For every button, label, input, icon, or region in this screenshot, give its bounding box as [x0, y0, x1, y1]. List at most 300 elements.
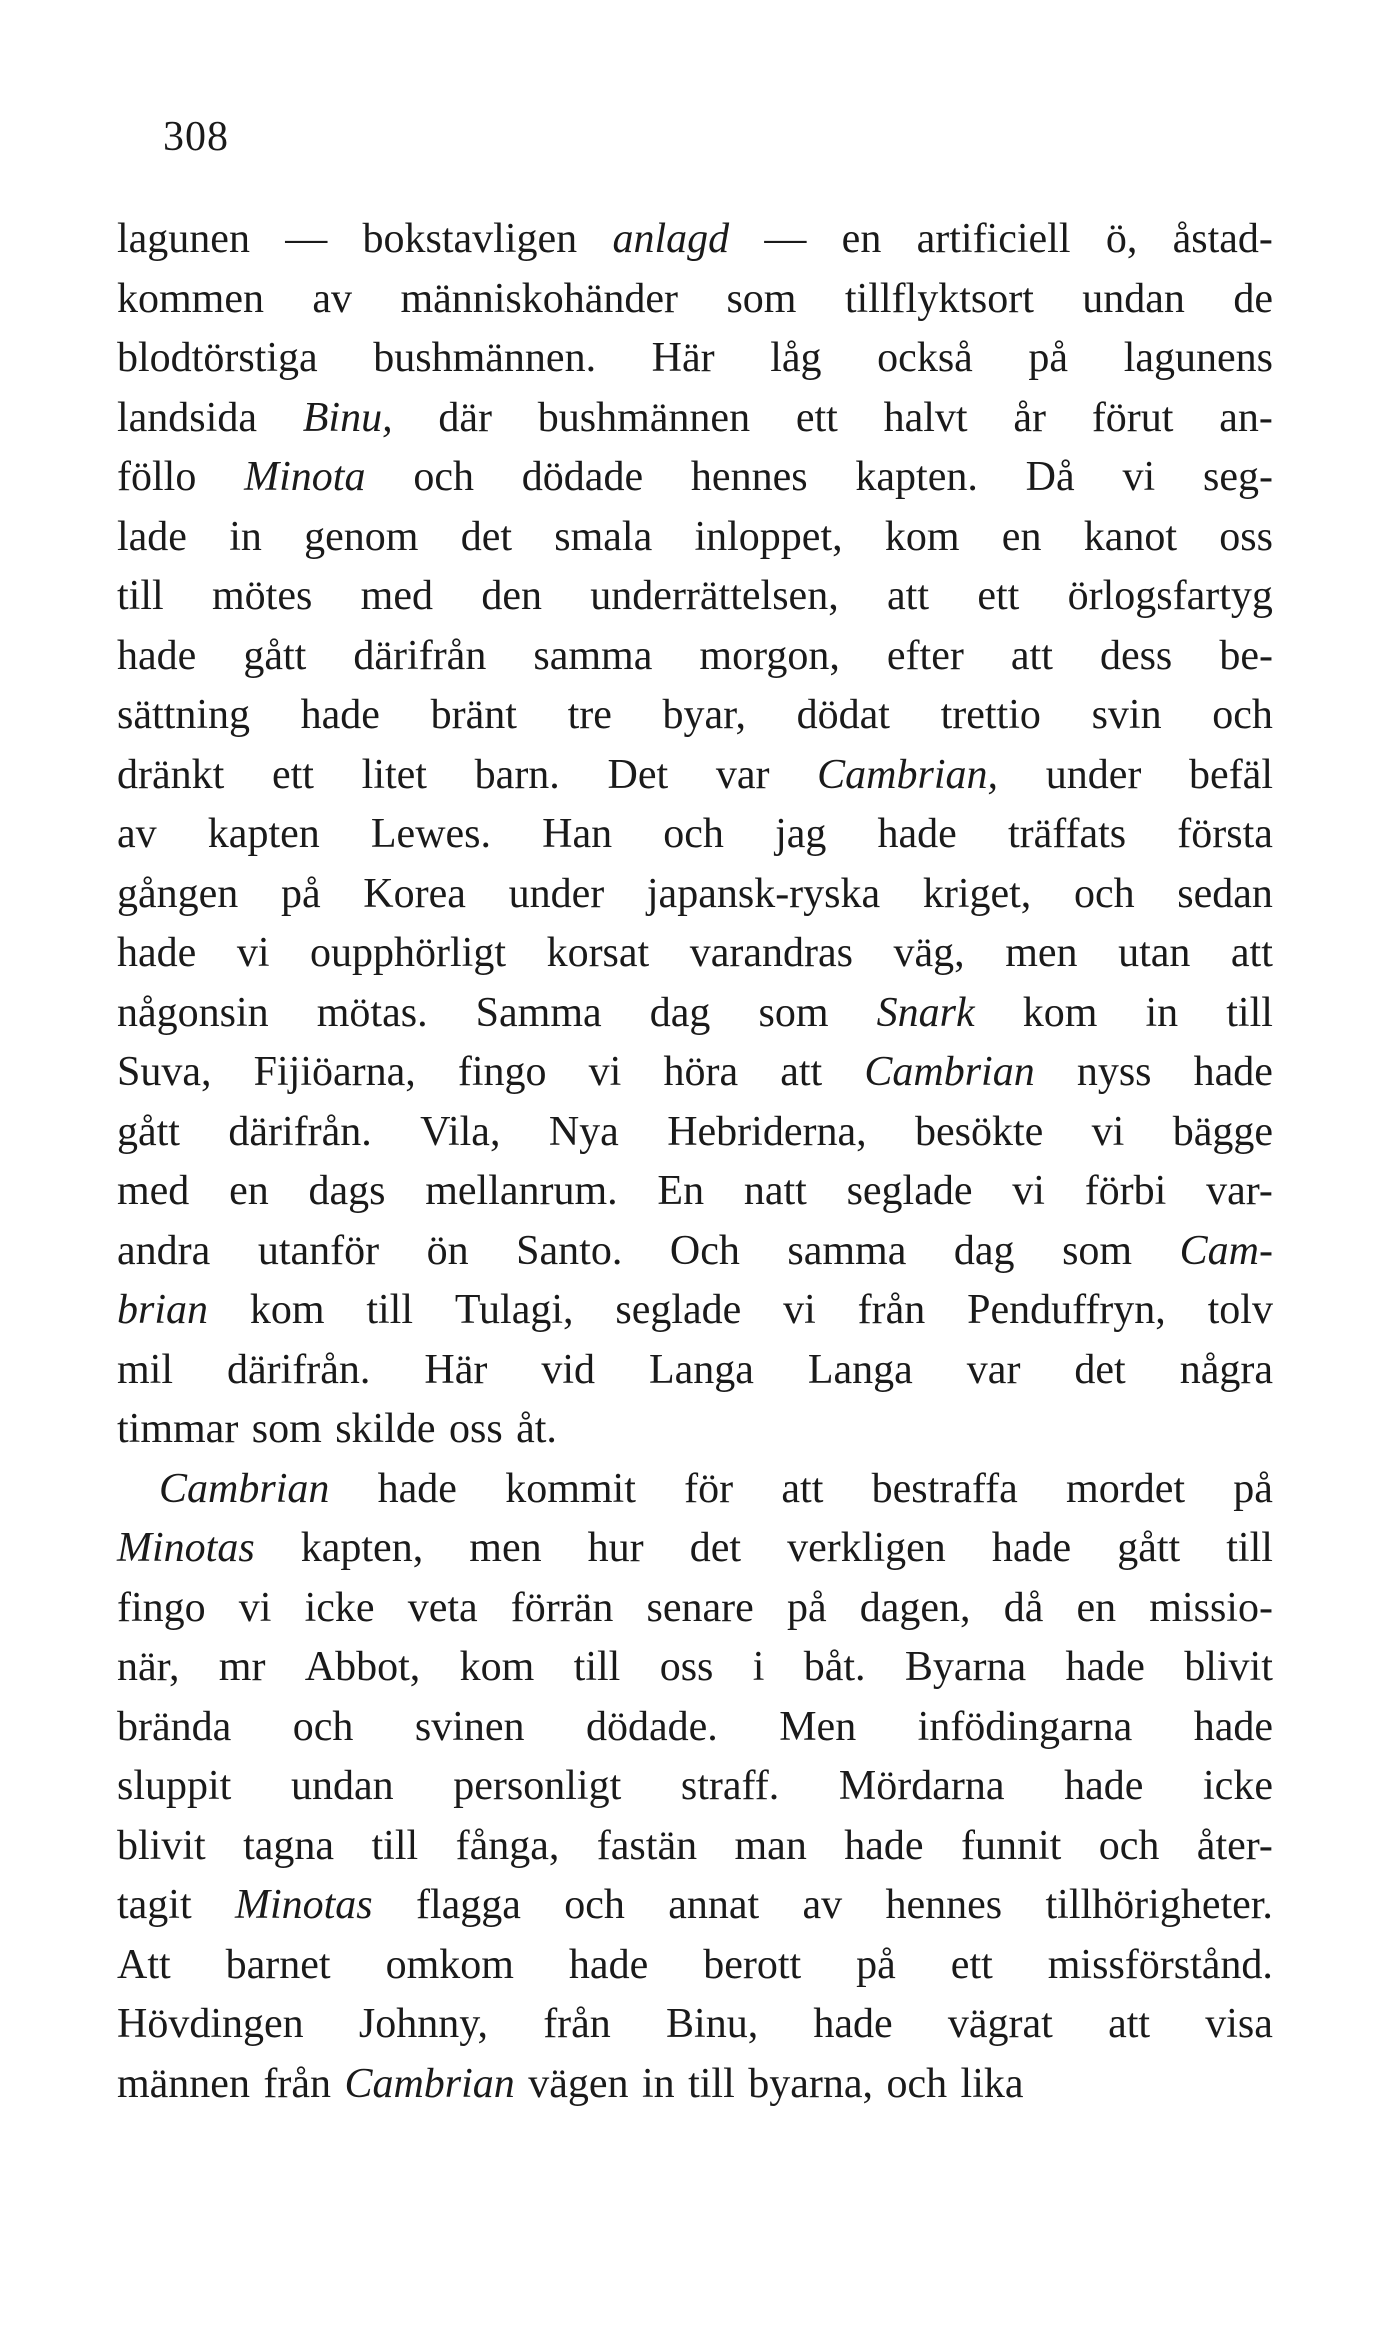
word: någonsin — [117, 989, 269, 1036]
word: straff. — [680, 1763, 780, 1809]
word: visa — [1205, 2001, 1273, 2047]
word: omkom — [385, 1941, 514, 1988]
word: besökte — [914, 1108, 1044, 1155]
word: underrättelsen, — [590, 573, 839, 619]
word: att — [887, 573, 929, 619]
word: till — [371, 1822, 419, 1869]
word: under — [508, 870, 605, 917]
word: det — [1074, 1346, 1126, 1393]
word: nyss — [1076, 1049, 1152, 1095]
word: kom — [1022, 989, 1098, 1036]
word: att — [1010, 632, 1053, 679]
word: Samma — [475, 989, 602, 1036]
word: Suva, — [117, 1049, 212, 1095]
word: seglade — [615, 1287, 742, 1333]
word: vägen — [528, 2060, 629, 2107]
word: hade — [568, 1941, 649, 1988]
word: vi — [238, 1584, 272, 1631]
word: mr — [218, 1644, 266, 1690]
word: och — [1212, 692, 1273, 738]
word: barn. — [474, 751, 560, 798]
word: och — [1073, 870, 1135, 917]
word: förbi — [1084, 1168, 1167, 1214]
word: oupphörligt — [310, 930, 507, 976]
word: Nya — [548, 1108, 619, 1155]
word: en — [229, 1168, 269, 1214]
word: hade — [877, 811, 957, 857]
word: — — [285, 216, 328, 262]
word: till — [366, 1287, 414, 1333]
word: på — [1233, 1465, 1273, 1512]
word: kommit — [505, 1465, 636, 1512]
text-line — [117, 1341, 1273, 1401]
word: några — [1179, 1346, 1273, 1393]
word: bägge — [1172, 1108, 1273, 1155]
word: de — [1233, 275, 1273, 322]
word: hade — [991, 1525, 1072, 1571]
text-line — [117, 1460, 1273, 1520]
text-line — [117, 389, 1273, 449]
word: fånga, — [455, 1822, 560, 1869]
word: artificiell — [916, 216, 1071, 262]
word: veta — [407, 1584, 478, 1631]
word: väg, — [893, 930, 965, 976]
word: annat — [668, 1882, 760, 1928]
word: kommen — [117, 275, 264, 322]
word: i — [752, 1644, 765, 1690]
text-line — [117, 805, 1273, 865]
word: missio- — [1149, 1584, 1273, 1631]
word: byar, — [662, 692, 746, 738]
word: vi — [1012, 1168, 1045, 1214]
word: utanför — [257, 1227, 380, 1274]
word: barnet — [225, 1941, 331, 1988]
word: Johnny, — [358, 2001, 488, 2047]
word: gått — [117, 1108, 180, 1155]
word: samma — [787, 1227, 907, 1274]
word: timmar — [117, 1406, 239, 1452]
word: vi — [1122, 454, 1156, 500]
word: med — [117, 1168, 190, 1214]
word: med — [360, 573, 433, 619]
word: som — [726, 275, 797, 322]
word: gått — [1117, 1525, 1181, 1571]
word: mötes — [212, 573, 313, 619]
text-line — [117, 270, 1273, 330]
word: oss — [659, 1644, 714, 1690]
word: gången — [117, 870, 239, 917]
word: ön — [426, 1227, 469, 1274]
word: ett — [950, 1941, 993, 1988]
word: Då — [1025, 454, 1075, 500]
text-line — [117, 2055, 1273, 2115]
word: bokstavligen — [362, 216, 578, 262]
word: Langa — [648, 1346, 754, 1393]
word: vi — [588, 1049, 622, 1095]
word: det — [460, 513, 512, 560]
word: kriget, — [922, 870, 1032, 917]
word: första — [1177, 811, 1273, 857]
word: genom — [304, 513, 419, 560]
word: hennes — [885, 1882, 1003, 1928]
text-line — [117, 210, 1273, 270]
paragraph — [117, 1460, 1273, 2115]
word: byarna, — [748, 2060, 873, 2107]
word: dags — [308, 1168, 386, 1214]
word: dag — [649, 989, 711, 1036]
word: En — [657, 1168, 705, 1214]
word: mordet — [1066, 1465, 1186, 1512]
word: in — [641, 2060, 675, 2107]
word: vi — [1091, 1108, 1125, 1155]
word: för — [684, 1465, 734, 1512]
word: hade — [117, 632, 197, 679]
word: därifrån. — [228, 1108, 372, 1155]
word: Att — [117, 1941, 171, 1988]
word: utan — [1118, 930, 1191, 976]
word: dödade. — [585, 1703, 718, 1750]
word: blivit — [117, 1822, 206, 1869]
word: till — [573, 1644, 621, 1690]
word: hade — [300, 692, 380, 738]
word: sättning — [117, 692, 250, 738]
word: fastän — [596, 1822, 698, 1869]
word: Cambrian — [159, 1465, 330, 1512]
word: Byarna — [904, 1644, 1027, 1690]
word: till — [1226, 989, 1273, 1036]
word: infödingarna — [917, 1703, 1133, 1750]
text-line — [117, 329, 1273, 389]
word: man — [734, 1822, 807, 1869]
word: att — [780, 1049, 823, 1095]
word: Hövdingen — [117, 2001, 304, 2047]
word: tagna — [243, 1822, 335, 1869]
word: som — [251, 1406, 322, 1452]
word: vid — [541, 1346, 595, 1393]
word: dränkt — [117, 751, 225, 798]
word: där — [438, 394, 492, 441]
word: också — [877, 335, 973, 381]
text-line — [117, 1281, 1273, 1341]
word: in — [1145, 989, 1179, 1036]
word: tre — [567, 692, 612, 738]
word: åt. — [516, 1406, 557, 1452]
word: icke — [1203, 1763, 1273, 1809]
word: befäl — [1189, 751, 1273, 798]
word: och — [413, 454, 474, 500]
word: under — [1045, 751, 1142, 798]
word: dödade — [521, 454, 644, 500]
word: ett — [271, 751, 314, 798]
word: männen — [117, 2060, 250, 2107]
word: tillflyktsort — [844, 275, 1034, 322]
word: kom — [884, 513, 960, 560]
word: Lewes. — [370, 811, 492, 857]
word: svinen — [414, 1703, 525, 1750]
word: hade — [1064, 1763, 1144, 1809]
word: personligt — [453, 1763, 622, 1809]
word: att — [1108, 2001, 1151, 2047]
word: av — [312, 275, 353, 322]
word: från — [857, 1287, 926, 1333]
text-line — [117, 1638, 1273, 1698]
word: oss — [1219, 513, 1273, 560]
word: och — [663, 811, 724, 857]
word: kom — [459, 1644, 535, 1690]
word: berott — [703, 1941, 802, 1988]
word: anlagd — [612, 216, 730, 262]
word: Minotas — [234, 1882, 373, 1928]
word: Korea — [363, 870, 466, 917]
word: Cambrian — [344, 2060, 515, 2107]
word: bushmännen — [537, 394, 751, 441]
word: Minota — [244, 454, 366, 500]
word: bestraffa — [871, 1465, 1018, 1512]
word: hade — [1193, 1703, 1273, 1750]
word: Cambrian — [864, 1049, 1035, 1095]
word: år — [1013, 394, 1047, 441]
word: lagunen — [117, 216, 250, 262]
word: kanot — [1083, 513, 1178, 560]
word: bushmännen. — [373, 335, 597, 381]
word: hur — [587, 1525, 644, 1571]
word: förrän — [510, 1584, 614, 1631]
word: var — [966, 1346, 1021, 1393]
text-line — [117, 627, 1273, 687]
word: in — [229, 513, 262, 560]
text-line — [117, 1817, 1273, 1877]
word: bränt — [430, 692, 517, 738]
word: Hebriderna, — [667, 1108, 867, 1155]
word: mötas. — [316, 989, 428, 1036]
word: det — [689, 1525, 742, 1571]
word: trettio — [940, 692, 1041, 738]
text-line — [117, 1936, 1273, 1996]
word: tillhörigheter. — [1045, 1882, 1273, 1928]
word: åstad- — [1172, 216, 1273, 262]
word: mellanrum. — [425, 1168, 618, 1214]
word: Men — [779, 1703, 857, 1750]
page-number: 308 — [163, 114, 229, 160]
word: efter — [886, 632, 964, 679]
word: kapten, — [300, 1525, 424, 1571]
word: korsat — [546, 930, 650, 976]
word: hade — [377, 1465, 457, 1512]
word: flagga — [415, 1882, 521, 1928]
word: vi — [783, 1287, 816, 1333]
word: och — [1098, 1822, 1160, 1869]
word: en — [841, 216, 882, 262]
word: vi — [236, 930, 270, 976]
text-line — [117, 746, 1273, 806]
word: sedan — [1177, 870, 1273, 917]
word: på — [280, 870, 321, 917]
word: Binu, — [666, 2001, 759, 2047]
word: jag — [775, 811, 827, 857]
word: på — [786, 1584, 827, 1631]
word: till — [1226, 1525, 1273, 1571]
word: blodtörstiga — [117, 335, 318, 381]
word: hade — [1065, 1644, 1145, 1690]
word: Fijiöarna, — [253, 1049, 416, 1095]
word: morgon, — [699, 632, 840, 679]
word: seglade — [846, 1168, 973, 1214]
word: varandras — [689, 930, 853, 976]
word: därifrån — [353, 632, 487, 679]
text-line — [117, 865, 1273, 925]
word: dess — [1099, 632, 1173, 679]
word: skilde — [335, 1406, 436, 1452]
word: brända — [117, 1703, 232, 1750]
text-line — [117, 1757, 1273, 1817]
word: lade — [117, 513, 187, 560]
word: ö, — [1105, 216, 1138, 262]
word: dagen, — [859, 1584, 971, 1631]
word: hade — [1193, 1049, 1273, 1095]
text-line — [117, 1043, 1273, 1103]
word: Mördarna — [838, 1763, 1005, 1809]
word: en — [1001, 513, 1042, 560]
word: icke — [304, 1584, 375, 1631]
text-line — [117, 508, 1273, 568]
word: inloppet, — [694, 513, 843, 560]
word: Det — [607, 751, 669, 798]
word: och — [564, 1882, 625, 1928]
word: att — [781, 1465, 824, 1512]
word: Langa — [807, 1346, 913, 1393]
text-line — [117, 1222, 1273, 1282]
word: av — [802, 1882, 843, 1928]
text-line — [117, 1876, 1273, 1936]
word: att — [1230, 930, 1273, 976]
word: kom — [249, 1287, 325, 1333]
word: dödat — [796, 692, 890, 738]
word: till — [117, 573, 164, 619]
text-line — [117, 1698, 1273, 1758]
word: på — [1028, 335, 1069, 381]
word: på — [856, 1941, 896, 1988]
text-line — [117, 1103, 1273, 1163]
word: Abbot, — [304, 1644, 421, 1690]
word: missförstånd. — [1047, 1941, 1273, 1988]
word: kapten. — [855, 454, 978, 500]
word: därifrån. — [226, 1346, 371, 1393]
word: tagit — [117, 1882, 192, 1928]
word: undan — [290, 1763, 394, 1809]
text-line — [117, 924, 1273, 984]
text-line — [117, 448, 1273, 508]
word: lagunens — [1123, 335, 1273, 381]
word: gått — [243, 632, 307, 679]
word: Här — [651, 335, 715, 381]
word: senare — [646, 1584, 754, 1631]
word: landsida — [117, 394, 257, 441]
word: en — [1076, 1584, 1117, 1631]
word: kapten — [207, 811, 320, 857]
word: Snark — [876, 989, 975, 1036]
word: funnit — [960, 1822, 1062, 1869]
word: an- — [1219, 394, 1273, 441]
word: Tulagi, — [454, 1287, 574, 1333]
text-line — [117, 1579, 1273, 1639]
word: förut — [1091, 394, 1174, 441]
word: Vila, — [420, 1108, 501, 1155]
word: som — [1062, 1227, 1133, 1274]
word: Cambrian, — [817, 751, 999, 798]
word: människohänder — [400, 275, 679, 322]
word: hade — [813, 2001, 893, 2047]
word: örlogsfartyg — [1067, 573, 1273, 619]
word: hennes — [690, 454, 808, 500]
word: sluppit — [117, 1763, 232, 1809]
text-line — [117, 1162, 1273, 1222]
word: ett — [795, 394, 838, 441]
word: när, — [117, 1644, 180, 1690]
word: och — [292, 1703, 354, 1750]
word: Här — [424, 1346, 488, 1393]
word: Penduffryn, — [967, 1287, 1166, 1333]
word: Binu, — [302, 394, 393, 441]
word: — — [764, 216, 807, 262]
word: Minotas — [117, 1525, 255, 1571]
text-line — [117, 984, 1273, 1044]
word: av — [117, 811, 157, 857]
word: träffats — [1007, 811, 1127, 857]
word: andra — [117, 1227, 211, 1274]
word: till — [688, 2060, 735, 2107]
word: åter- — [1196, 1822, 1273, 1869]
word: då — [1003, 1584, 1044, 1631]
word: smala — [554, 513, 653, 560]
word: från — [543, 2001, 611, 2047]
word: Cam- — [1179, 1227, 1273, 1274]
word: verkligen — [787, 1525, 946, 1571]
word: hade — [844, 1822, 924, 1869]
word: som — [758, 989, 829, 1036]
word: oss — [448, 1406, 503, 1452]
word: och — [886, 2060, 948, 2107]
word: Han — [542, 811, 613, 857]
word: dag — [953, 1227, 1015, 1274]
paragraph — [117, 210, 1273, 1460]
word: men — [1005, 930, 1078, 976]
word: fingo — [457, 1049, 547, 1095]
word: undan — [1082, 275, 1185, 322]
word: natt — [743, 1168, 807, 1214]
word: hade — [117, 930, 197, 976]
word: tolv — [1207, 1287, 1273, 1333]
word: men — [469, 1525, 542, 1571]
word: be- — [1219, 632, 1273, 679]
body-text — [117, 210, 1273, 2114]
word: var — [715, 751, 770, 798]
word: samma — [533, 632, 653, 679]
word: låg — [770, 335, 822, 381]
text-line — [117, 567, 1273, 627]
word: Och — [669, 1227, 740, 1274]
word: svin — [1091, 692, 1162, 738]
text-line — [117, 1995, 1273, 2055]
text-line — [117, 1400, 1273, 1460]
word: från — [263, 2060, 332, 2107]
word: båt. — [803, 1644, 866, 1690]
word: seg- — [1202, 454, 1273, 500]
word: blivit — [1184, 1644, 1273, 1690]
word: vägrat — [947, 2001, 1053, 2047]
text-line — [117, 686, 1273, 746]
word: var- — [1206, 1168, 1273, 1214]
word: den — [481, 573, 542, 619]
